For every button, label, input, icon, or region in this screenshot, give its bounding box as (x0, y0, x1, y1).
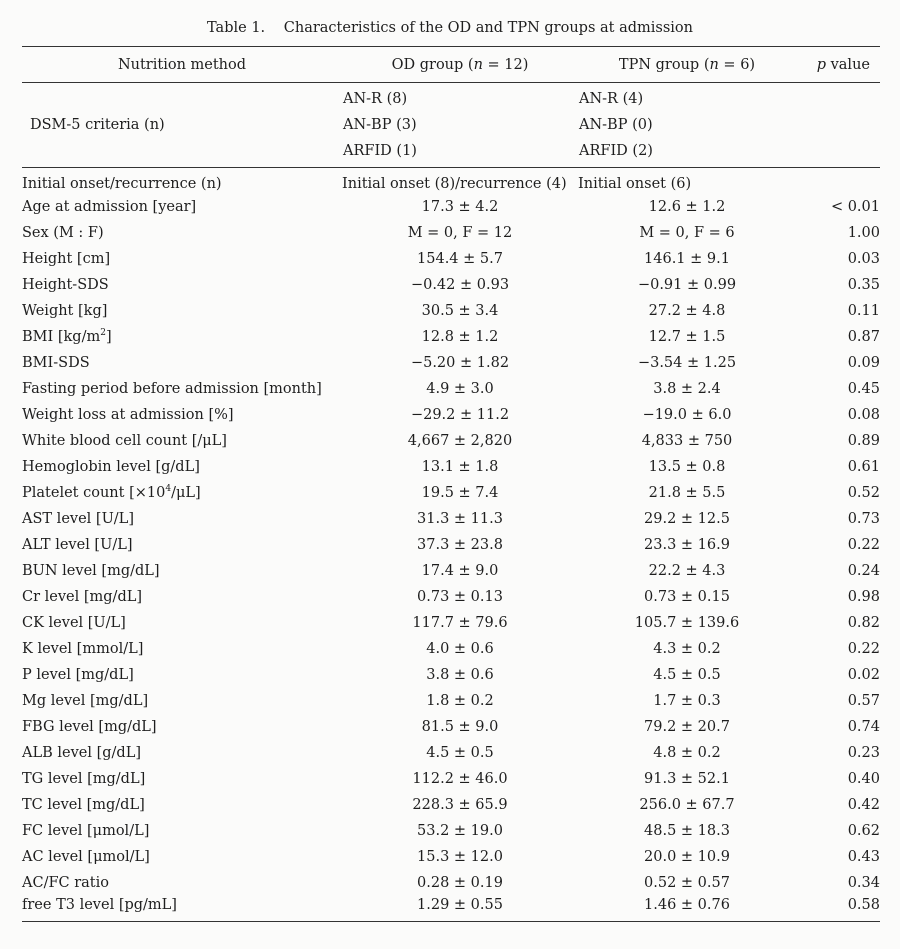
table-row (22, 792, 880, 818)
tpn-value: 27.2 ± 4.8 (648, 302, 726, 319)
tpn-value: 23.3 ± 16.9 (644, 536, 730, 553)
table-row (22, 870, 880, 896)
row-label: Fasting period before admission [month] (22, 380, 322, 397)
p-value: 0.34 (847, 874, 880, 891)
table-caption (0, 20, 900, 36)
table-row (22, 636, 880, 662)
row-label: Height [cm] (22, 250, 111, 267)
row-label: CK level [U/L] (22, 614, 126, 631)
dsm-od-cell (342, 83, 578, 168)
od-value: 154.4 ± 5.7 (417, 250, 503, 267)
tpn-value: 79.2 ± 20.7 (644, 718, 730, 735)
p-value: 0.35 (847, 276, 880, 293)
od-value: 117.7 ± 79.6 (412, 614, 508, 631)
od-value: 37.3 ± 23.8 (417, 536, 503, 553)
tpn-value: 146.1 ± 9.1 (644, 250, 730, 267)
row-label: BMI $[kg/m^2]$ (22, 327, 112, 345)
header-od-group: OD group (n = 12) (342, 47, 578, 83)
row-label: P level [mg/dL] (22, 666, 134, 683)
table-row (22, 558, 880, 584)
row-label: Height-SDS (22, 276, 109, 293)
dsm-od-item: AN-R (8) (343, 91, 408, 107)
tpn-value: 4.8 ± 0.2 (653, 744, 721, 761)
row-label: Weight loss at admission [%] (22, 406, 234, 423)
tpn-value: 1.46 ± 0.76 (578, 896, 796, 922)
p-value: 0.42 (847, 796, 880, 813)
dsm-od-item: AN-BP (3) (343, 117, 417, 133)
table-row (22, 480, 880, 506)
dsm-tpn-item: ARFID (2) (579, 143, 653, 159)
od-value: 4,667 ± 2,820 (407, 432, 513, 449)
row-label: AC level [μmol/L] (22, 848, 150, 865)
p-value: 0.43 (847, 848, 880, 865)
od-value: 31.3 ± 11.3 (417, 510, 503, 527)
tpn-value: 20.0 ± 10.9 (644, 848, 730, 865)
table-number: Table 1. (207, 20, 266, 36)
od-value: 1.29 ± 0.55 (342, 896, 578, 922)
tpn-value: −3.54 ± 1.25 (637, 354, 737, 371)
p-value: 0.98 (847, 588, 880, 605)
od-value: M = 0, F = 12 (407, 224, 513, 241)
tpn-value: 105.7 ± 139.6 (634, 614, 740, 631)
table-row (22, 818, 880, 844)
header-row (22, 47, 880, 83)
header-tpn-group: TPN group (n = 6) (578, 47, 796, 83)
od-value: 228.3 ± 65.9 (412, 796, 508, 813)
od-value: 81.5 ± 9.0 (421, 718, 499, 735)
tpn-value: 0.52 ± 0.57 (644, 874, 730, 891)
od-value: 12.8 ± 1.2 (421, 328, 499, 345)
p-value: < 0.01 (830, 198, 880, 215)
tpn-value: M = 0, F = 6 (639, 224, 735, 241)
tpn-value: 21.8 ± 5.5 (648, 484, 726, 501)
row-label: Hemoglobin level [g/dL] (22, 458, 200, 475)
row-label: FC level [μmol/L] (22, 822, 150, 839)
row-label: K level [mmol/L] (22, 640, 144, 657)
tpn-value: 13.5 ± 0.8 (648, 458, 726, 475)
od-value: 19.5 ± 7.4 (421, 484, 499, 501)
p-value: 0.57 (847, 692, 880, 709)
p-value: 0.87 (847, 328, 880, 345)
tpn-value: 48.5 ± 18.3 (644, 822, 730, 839)
table-row (22, 740, 880, 766)
tpn-value: 4.5 ± 0.5 (653, 666, 721, 683)
p-value: 0.61 (847, 458, 880, 475)
tpn-value: 4,833 ± 750 (641, 432, 733, 449)
table-row (22, 584, 880, 610)
od-value: −29.2 ± 11.2 (410, 406, 510, 423)
od-value: 0.73 ± 0.13 (417, 588, 503, 605)
table-row (22, 844, 880, 870)
row-label: AC/FC ratio (22, 874, 109, 891)
p-value: 0.82 (847, 614, 880, 631)
p-value: 0.23 (847, 744, 880, 761)
od-value: 17.4 ± 9.0 (421, 562, 499, 579)
tpn-value: 256.0 ± 67.7 (639, 796, 735, 813)
table-row (22, 428, 880, 454)
table-row (22, 506, 880, 532)
row-label: BMI-SDS (22, 354, 90, 371)
tpn-value: −19.0 ± 6.0 (642, 406, 732, 423)
table-row (22, 532, 880, 558)
table-row (22, 896, 880, 922)
table-row (22, 662, 880, 688)
row-label: TG level [mg/dL] (22, 770, 146, 787)
table-title: Characteristics of the OD and TPN groups at admission (283, 20, 693, 36)
od-value: 0.28 ± 0.19 (417, 874, 503, 891)
od-value: 17.3 ± 4.2 (421, 198, 499, 215)
tpn-value: Initial onset (6) (578, 175, 692, 192)
row-label: FBG level [mg/dL] (22, 718, 157, 735)
row-label: Mg level [mg/dL] (22, 692, 149, 709)
p-value: 0.03 (847, 250, 880, 267)
p-value: 1.00 (847, 224, 880, 241)
dsm-od-item: ARFID (1) (343, 143, 417, 159)
od-value: 4.5 ± 0.5 (426, 744, 494, 761)
od-value: 4.0 ± 0.6 (426, 640, 494, 657)
row-label: AST level [U/L] (22, 510, 134, 527)
table-row (22, 168, 880, 194)
p-value: 0.58 (796, 896, 880, 922)
row-label: ALT level [U/L] (22, 536, 133, 553)
od-value: 13.1 ± 1.8 (421, 458, 499, 475)
table-row (22, 766, 880, 792)
tpn-value: 22.2 ± 4.3 (648, 562, 726, 579)
row-label: free T3 level [pg/mL] (22, 896, 342, 922)
p-value: 0.45 (847, 380, 880, 397)
header-nutrition-method: Nutrition method (22, 47, 342, 83)
p-value: 0.73 (847, 510, 880, 527)
p-value: 0.02 (847, 666, 880, 683)
p-value: 0.22 (847, 536, 880, 553)
row-label: ALB level [g/dL] (22, 744, 141, 761)
table-body (22, 168, 880, 922)
tpn-value: 1.7 ± 0.3 (653, 692, 721, 709)
od-value: −5.20 ± 1.82 (410, 354, 510, 371)
tpn-value: 29.2 ± 12.5 (644, 510, 730, 527)
table-row (22, 298, 880, 324)
od-value: 30.5 ± 3.4 (421, 302, 499, 319)
table-row (22, 688, 880, 714)
tpn-value: 3.8 ± 2.4 (653, 380, 721, 397)
table-row (22, 324, 880, 350)
dsm-tpn-cell (578, 83, 796, 168)
p-value: 0.62 (847, 822, 880, 839)
row-label: BUN level [mg/dL] (22, 562, 160, 579)
characteristics-table (22, 46, 880, 922)
od-value: 112.2 ± 46.0 (412, 770, 508, 787)
dsm-tpn-item: AN-R (4) (579, 91, 644, 107)
row-label: Platelet count $[\times 10^4/\mu L]$ (22, 483, 201, 501)
p-value: 0.08 (847, 406, 880, 423)
row-label: Sex (M : F) (22, 224, 104, 241)
row-label: Weight [kg] (22, 302, 108, 319)
row-label: Age at admission [year] (22, 198, 197, 215)
dsm-p-cell (796, 83, 880, 168)
row-label: Initial onset/recurrence (n) (22, 175, 222, 192)
table-row (22, 402, 880, 428)
dsm-row (22, 83, 880, 168)
table-row (22, 194, 880, 220)
tpn-value: 4.3 ± 0.2 (653, 640, 721, 657)
table-row (22, 272, 880, 298)
dsm-tpn-item: AN-BP (0) (579, 117, 653, 133)
table-row (22, 714, 880, 740)
row-label: Cr level [mg/dL] (22, 588, 143, 605)
p-value: 0.52 (847, 484, 880, 501)
table-row (22, 610, 880, 636)
od-value: 53.2 ± 19.0 (417, 822, 503, 839)
p-value (796, 168, 880, 194)
od-value: 15.3 ± 12.0 (417, 848, 503, 865)
table-row (22, 246, 880, 272)
od-value: −0.42 ± 0.93 (410, 276, 510, 293)
od-value: 3.8 ± 0.6 (426, 666, 494, 683)
p-value: 0.09 (847, 354, 880, 371)
p-value: 0.74 (847, 718, 880, 735)
row-label: White blood cell count [/μL] (22, 432, 227, 449)
od-value: 4.9 ± 3.0 (426, 380, 494, 397)
dsm-label: DSM-5 criteria (n) (22, 83, 342, 168)
table-row (22, 454, 880, 480)
p-value: 0.40 (847, 770, 880, 787)
p-value: 0.11 (847, 302, 880, 319)
tpn-value: −0.91 ± 0.99 (637, 276, 737, 293)
p-value: 0.89 (847, 432, 880, 449)
od-value: 1.8 ± 0.2 (426, 692, 494, 709)
p-value: 0.24 (847, 562, 880, 579)
tpn-value: 12.7 ± 1.5 (648, 328, 726, 345)
p-value: 0.22 (847, 640, 880, 657)
od-value: Initial onset (8)/recurrence (4) (342, 175, 567, 192)
header-p-value: p value (796, 47, 880, 83)
tpn-value: 12.6 ± 1.2 (648, 198, 726, 215)
tpn-value: 0.73 ± 0.15 (644, 588, 730, 605)
row-label: TC level [mg/dL] (22, 796, 145, 813)
table-row (22, 350, 880, 376)
tpn-value: 91.3 ± 52.1 (644, 770, 730, 787)
table-row (22, 376, 880, 402)
table-row (22, 220, 880, 246)
